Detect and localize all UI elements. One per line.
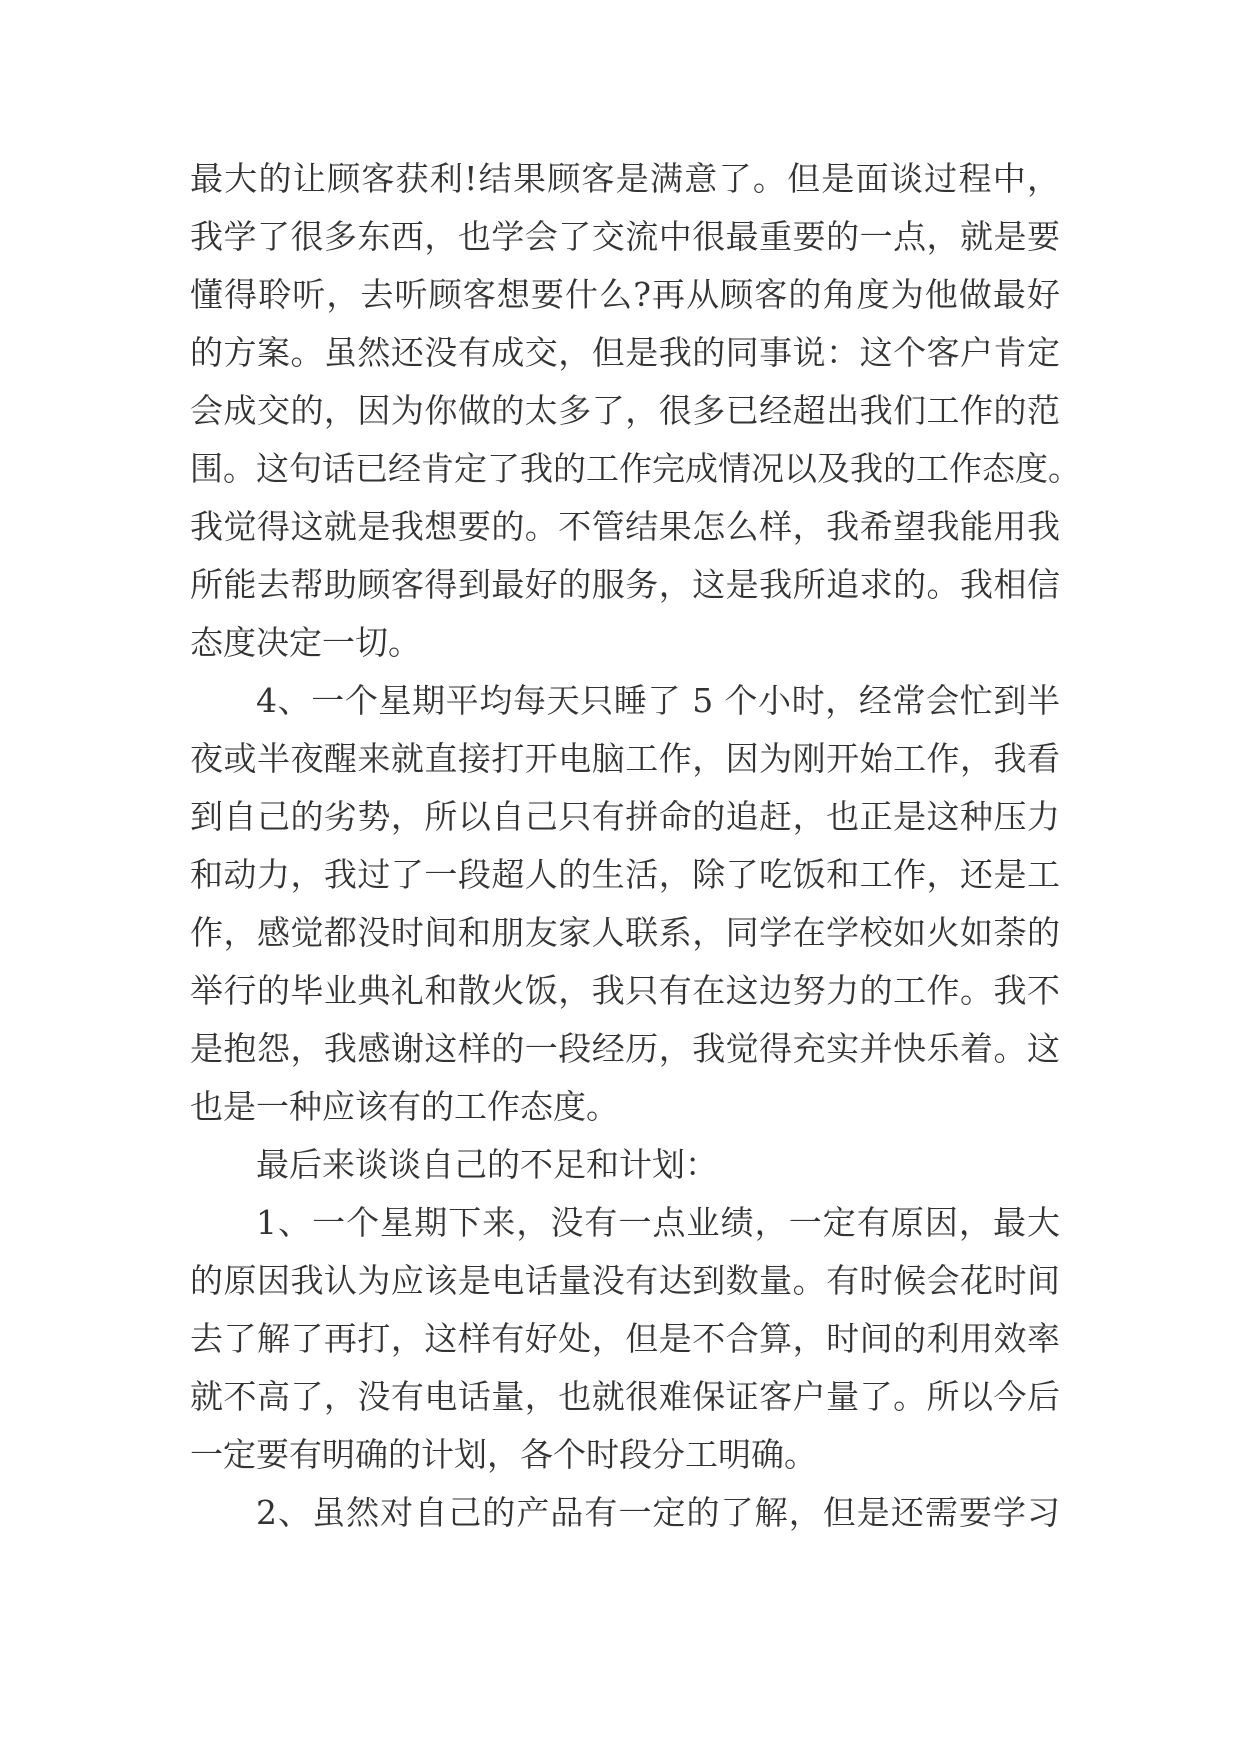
text-line: 的方案。虽然还没有成交，但是我的同事说：这个客户肯定 [190,333,1060,372]
text-line: 的原因我认为应该是电话量没有达到数量。有时候会花时间 [190,1261,1060,1300]
text-line: 会成交的，因为你做的太多了，很多已经超出我们工作的范 [190,391,1060,430]
text-line: 去了解了再打，这样有好处，但是不合算，时间的利用效率 [190,1319,1060,1358]
text-line: 2、虽然对自己的产品有一定的了解，但是还需要学习 [256,1493,1060,1532]
text-line: 1、一个星期下来，没有一点业绩，一定有原因，最大 [256,1203,1060,1242]
text-line: 举行的毕业典礼和散火饭，我只有在这边努力的工作。我不 [190,971,1060,1010]
text-line: 围。这句话已经肯定了我的工作完成情况以及我的工作态度。 [190,449,1081,488]
text-line: 懂得聆听，去听顾客想要什么?再从顾客的角度为他做最好 [190,275,1060,314]
text-line: 夜或半夜醒来就直接打开电脑工作，因为刚开始工作，我看 [190,739,1060,778]
text-line: 就不高了，没有电话量，也就很难保证客户量了。所以今后 [190,1377,1060,1416]
text-line: 也是一种应该有的工作态度。 [190,1087,619,1126]
text-line: 一定要有明确的计划，各个时段分工明确。 [190,1435,817,1474]
text-line: 最后来谈谈自己的不足和计划： [256,1145,718,1184]
text-line: 态度决定一切。 [190,623,421,662]
text-line: 作，感觉都没时间和朋友家人联系，同学在学校如火如荼的 [190,913,1060,952]
text-line: 最大的让顾客获利!结果顾客是满意了。但是面谈过程中， [190,159,1060,198]
text-line: 所能去帮助顾客得到最好的服务，这是我所追求的。我相信 [190,565,1060,604]
text-line: 到自己的劣势，所以自己只有拼命的追赶，也正是这种压力 [190,797,1060,836]
text-line: 我觉得这就是我想要的。不管结果怎么样，我希望我能用我 [190,507,1060,546]
text-line: 是抱怨，我感谢这样的一段经历，我觉得充实并快乐着。这 [190,1029,1060,1068]
text-line: 4、一个星期平均每天只睡了 5 个小时，经常会忙到半 [256,681,1060,720]
text-line: 我学了很多东西，也学会了交流中很最重要的一点，就是要 [190,217,1060,256]
text-line: 和动力，我过了一段超人的生活，除了吃饭和工作，还是工 [190,855,1060,894]
body-text [190,150,1081,1542]
